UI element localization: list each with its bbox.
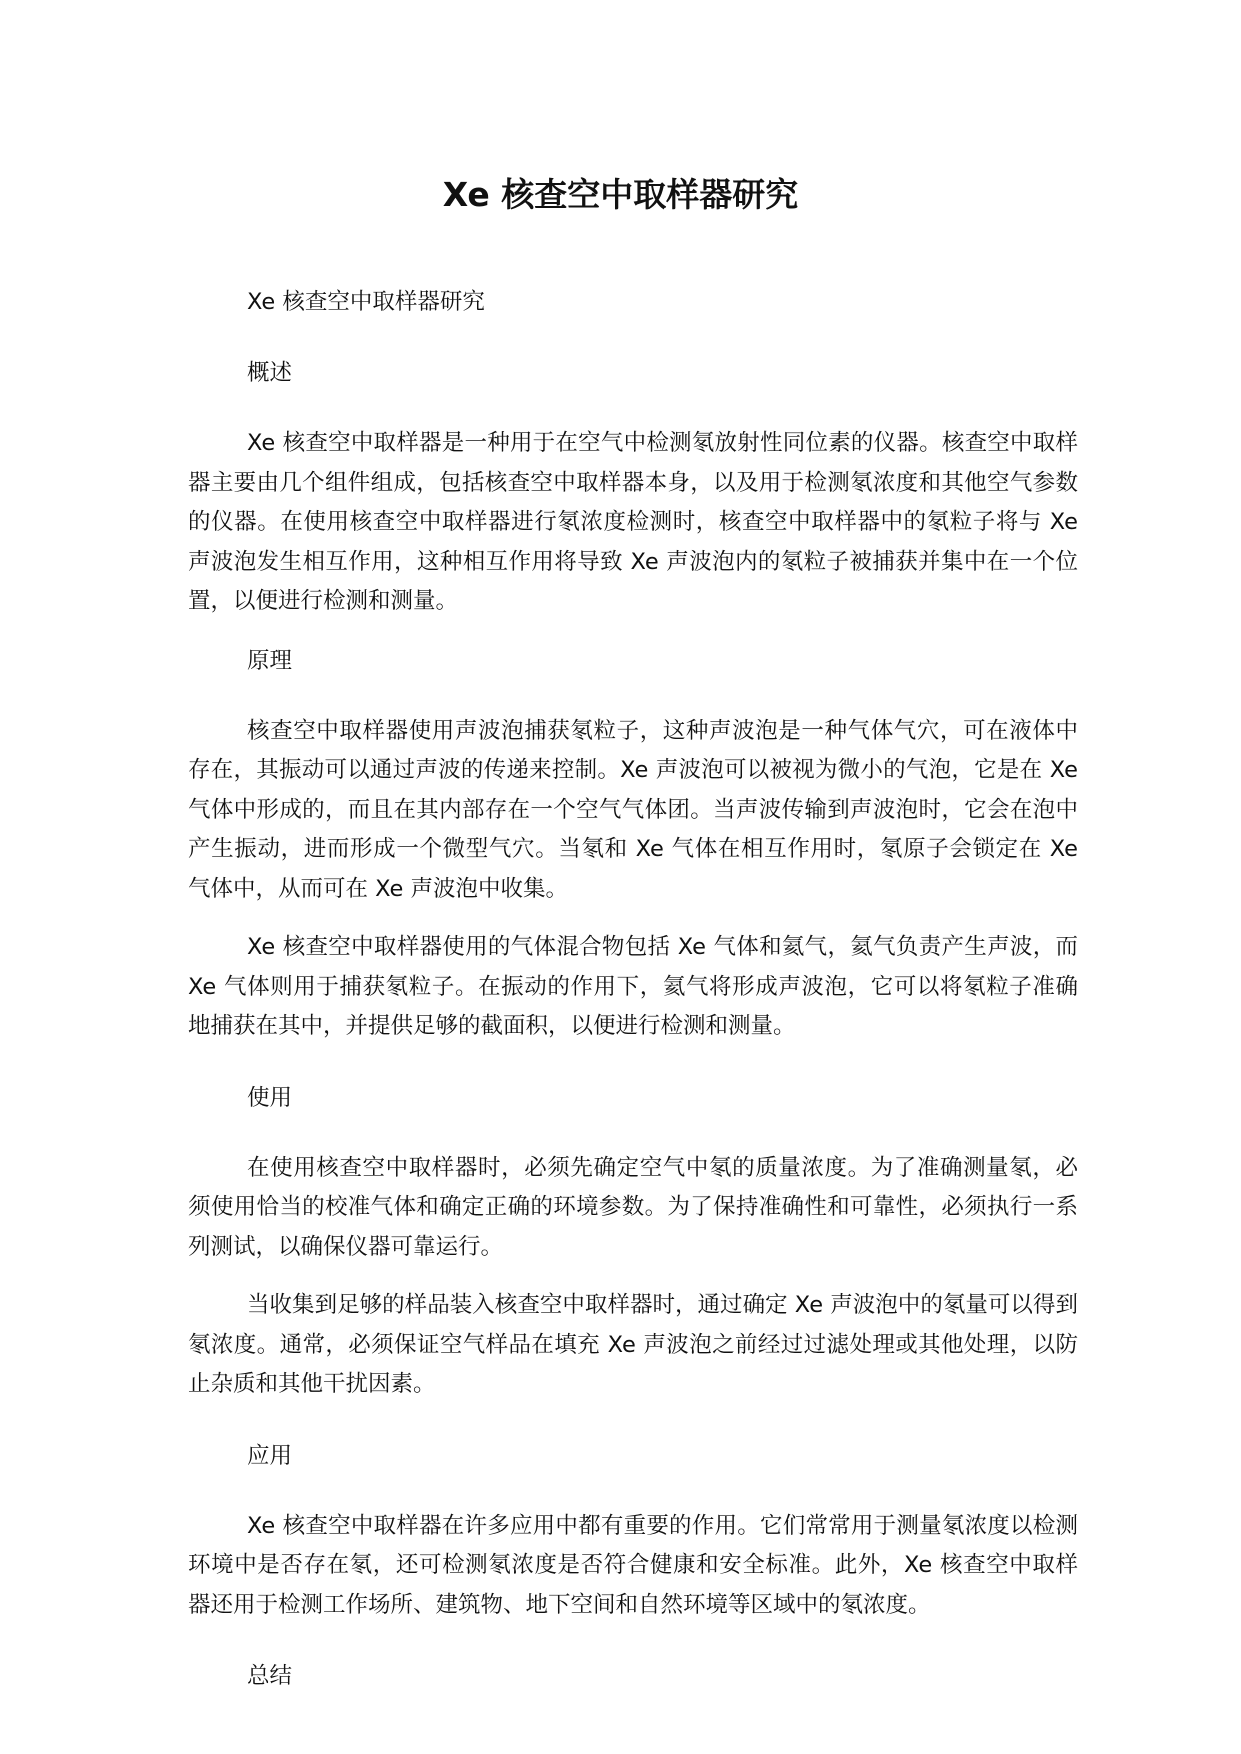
paragraph-principle-1: 核查空中取样器使用声波泡捕获氡粒子，这种声波泡是一种气体气穴，可在液体中存在，其振动可以通过声波的传递来控制。Xe 声波泡可以被视为微小的气泡，它是在 Xe 气体中形成的，而且在其内部存在一个空气气体团。当声波传输到声波泡时，它会在泡中产生振动，进而形成一个微型气穴。当氡和 Xe 气体在相互作用时，氡原子会锁定在 Xe 气体中，从而可在 Xe 声波泡中收集。 [188, 717, 1078, 902]
paragraph-principle-2: Xe 核查空中取样器使用的气体混合物包括 Xe 气体和氦气，氦气负责产生声波，而 Xe 气体则用于捕获氡粒子。在振动的作用下，氦气将形成声波泡，它可以将氡粒子准确地捕获在其中，并提供足够的截面积，以便进行检测和测量。 [188, 934, 1078, 1039]
section-heading-summary: 总结 [247, 1663, 293, 1689]
section-heading-overview: 概述 [247, 360, 293, 386]
section-heading-usage: 使用 [247, 1084, 293, 1111]
document-body [188, 282, 1078, 1727]
paragraph-usage-1: 在使用核查空中取样器时，必须先确定空气中氡的质量浓度。为了准确测量氡，必须使用恰当的校准气体和确定正确的环境参数。为了保持准确性和可靠性，必须执行一系列测试，以确保仪器可靠运行。 [188, 1154, 1078, 1260]
document-title: Xe 核查空中取样器研究 [442, 175, 799, 214]
paragraph-application: Xe 核查空中取样器在许多应用中都有重要的作用。它们常常用于测量氡浓度以检测环境中是否存在氡，还可检测氡浓度是否符合健康和安全标准。此外，Xe 核查空中取样器还用于检测工作场所、建筑物、地下空间和自然环境等区域中的氡浓度。 [188, 1512, 1078, 1618]
section-heading-principle: 原理 [247, 647, 293, 674]
section-heading-application: 应用 [247, 1442, 293, 1469]
paragraph-usage-2: 当收集到足够的样品装入核查空中取样器时，通过确定 Xe 声波泡中的氡量可以得到氡浓度。通常，必须保证空气样品在填充 Xe 声波泡之前经过过滤处理或其他处理，以防止杂质和其他干扰因素。 [188, 1292, 1078, 1397]
subtitle: Xe 核查空中取样器研究 [247, 289, 485, 315]
paragraph-overview: Xe 核查空中取样器是一种用于在空气中检测氡放射性同位素的仪器。核查空中取样器主要由几个组件组成，包括核查空中取样器本身，以及用于检测氡浓度和其他空气参数的仪器。在使用核查空中取样器进行氡浓度检测时，核查空中取样器中的氡粒子将与 Xe 声波泡发生相互作用，这种相互作用将导致 Xe 声波泡内的氡粒子被捕获并集中在一个位置，以便进行检测和测量。 [188, 430, 1078, 614]
